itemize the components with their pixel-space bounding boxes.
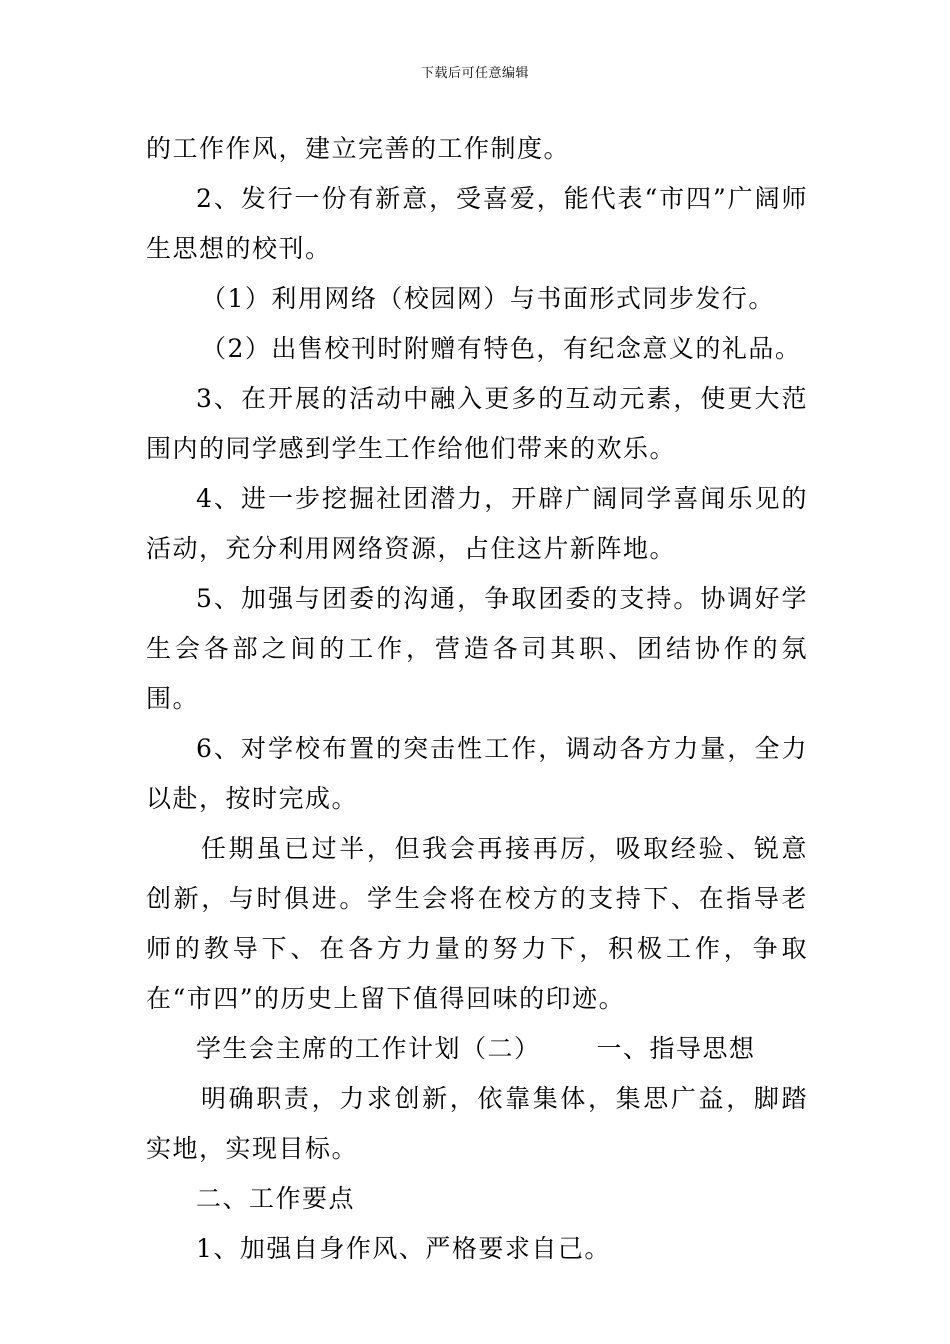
paragraph-point-1: 1、加强自身作风、严格要求自己。 <box>196 1234 611 1263</box>
paragraph-sub-item-1: （1）利用网络（校园网）与书面形式同步发行。 <box>201 284 775 313</box>
paragraph-sub-item-2: （2）出售校刊时附赠有特色，有纪念意义的礼品。 <box>201 334 802 363</box>
paragraph-work-style: 的工作作风，建立完善的工作制度。 <box>146 134 571 163</box>
document-body <box>146 124 808 1274</box>
paragraph-item-3: 3、在开展的活动中融入更多的互动元素，使更大范围内的同学感到学生工作给他们带来的欢乐。 <box>146 384 808 463</box>
paragraph-plan-heading <box>146 1024 808 1074</box>
plan-title: 学生会主席的工作计划（二） <box>196 1034 541 1063</box>
paragraph-item-6: 6、对学校布置的突击性工作，调动各方力量，全力以赴，按时完成。 <box>146 734 808 813</box>
paragraph-item-2: 2、发行一份有新意，受喜爱，能代表“市四”广阔师生思想的校刊。 <box>146 184 808 263</box>
header-note: 下载后可任意编辑 <box>420 66 529 81</box>
paragraph-term-summary: 任期虽已过半，但我会再接再厉，吸取经验、锐意创新，与时俱进。学生会将在校方的支持下、在指导老师的教导下、在各方力量的努力下，积极工作，争取在“市四”的历史上留下值得回味的印迹。 <box>146 834 808 1013</box>
section-guiding-thought: 一、指导思想 <box>596 1034 756 1063</box>
section-work-points: 二、工作要点 <box>196 1184 356 1213</box>
paragraph-guiding-thought: 明确职责，力求创新，依靠集体，集思广益，脚踏实地，实现目标。 <box>146 1084 808 1163</box>
paragraph-item-4: 4、进一步挖掘社团潜力，开辟广阔同学喜闻乐见的活动，充分利用网络资源，占住这片新阵地。 <box>146 484 808 563</box>
paragraph-item-5: 5、加强与团委的沟通，争取团委的支持。协调好学生会各部之间的工作，营造各司其职、团结协作的氛围。 <box>146 584 808 713</box>
